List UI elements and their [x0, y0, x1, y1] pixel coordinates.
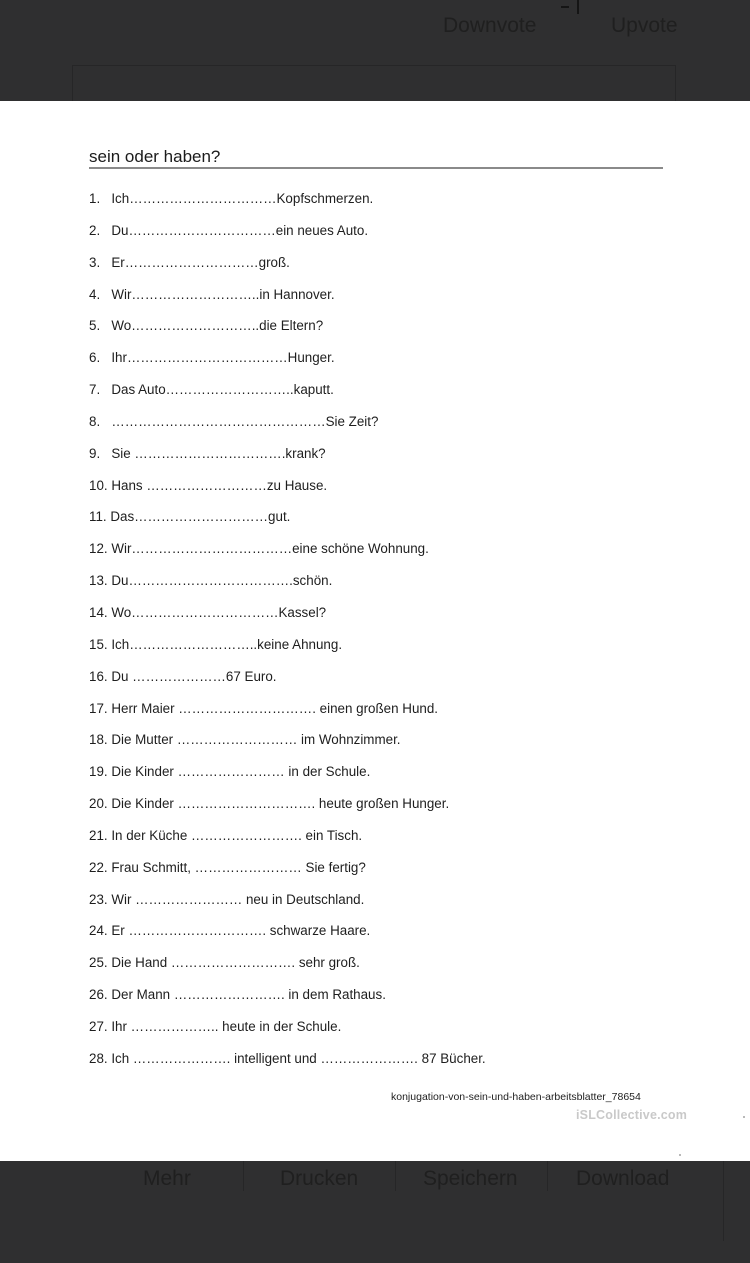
- top-dash-divider: [561, 6, 569, 8]
- exercise-item: 9. Sie …………………………….krank?: [89, 445, 326, 461]
- exercise-item: 27. Ihr ……………….. heute in der Schule.: [89, 1018, 342, 1034]
- top-bar: [0, 0, 750, 101]
- exercise-item: 23. Wir …………………… neu in Deutschland.: [89, 891, 365, 907]
- exercise-item: 20. Die Kinder …………………………. heute großen Hunger.: [89, 796, 450, 812]
- download-button[interactable]: Download: [576, 1167, 670, 1190]
- exercise-item: 16. Du …………………67 Euro.: [89, 668, 277, 684]
- toolbar-separator: [547, 1161, 548, 1191]
- exercise-item: 6. Ihr………………………………Hunger.: [89, 350, 335, 366]
- print-button[interactable]: Drucken: [280, 1167, 359, 1190]
- exercise-item: 12. Wir………………………………eine schöne Wohnung.: [89, 541, 429, 557]
- scan-speck: [679, 1154, 681, 1156]
- exercise-item: 24. Er …………………………. schwarze Haare.: [89, 923, 371, 939]
- exercise-item: 5. Wo………………………..die Eltern?: [89, 318, 324, 334]
- toolbar-separator: [395, 1161, 396, 1191]
- downvote-button[interactable]: Downvote: [443, 14, 537, 37]
- exercise-item: 26. Der Mann ……………………. in dem Rathaus.: [89, 987, 386, 1003]
- exercise-item: 22. Frau Schmitt, …………………… Sie fertig?: [89, 859, 366, 875]
- exercise-item: 8. …………………………………………Sie Zeit?: [89, 413, 379, 429]
- title-underline: [89, 167, 663, 169]
- exercise-item: 21. In der Küche ……………………. ein Tisch.: [89, 827, 363, 843]
- exercise-list: [89, 190, 486, 1082]
- scan-speck: [743, 1116, 745, 1118]
- exercise-item: 3. Er…………………………groß.: [89, 254, 290, 270]
- comment-input[interactable]: [72, 65, 676, 101]
- exercise-item: 10. Hans ………………………zu Hause.: [89, 477, 328, 493]
- exercise-item: 4. Wir………………………..in Hannover.: [89, 286, 335, 302]
- exercise-item: 11. Das…………………………gut.: [89, 509, 291, 525]
- exercise-item: 14. Wo……………………………Kassel?: [89, 604, 327, 620]
- upvote-button[interactable]: Upvote: [611, 14, 678, 37]
- vote-divider: [577, 0, 579, 14]
- toolbar-edge: [723, 1161, 724, 1241]
- exercise-item: 1. Ich……………………………Kopfschmerzen.: [89, 191, 374, 206]
- worksheet-source: konjugation-von-sein-und-haben-arbeitsblatter_78654: [391, 1091, 641, 1103]
- exercise-item: 17. Herr Maier …………………………. einen großen Hund.: [89, 700, 439, 716]
- exercise-item: 13. Du……………………………….schön.: [89, 573, 333, 589]
- exercise-item: 19. Die Kinder …………………… in der Schule.: [89, 764, 371, 780]
- save-button[interactable]: Speichern: [423, 1167, 518, 1190]
- exercise-item: 25. Die Hand ………………………. sehr groß.: [89, 955, 360, 971]
- worksheet-title: sein oder haben?: [89, 147, 221, 166]
- worksheet-image: [0, 101, 750, 1161]
- exercise-item: 28. Ich …………………. intelligent und …………………. 87 Bücher.: [89, 1050, 486, 1066]
- exercise-item: 2. Du……………………………ein neues Auto.: [89, 222, 369, 238]
- toolbar-separator: [243, 1161, 244, 1191]
- watermark: iSLCollective.com: [576, 1108, 688, 1122]
- more-button[interactable]: Mehr: [143, 1167, 191, 1190]
- bottom-toolbar: [0, 1161, 750, 1263]
- exercise-item: 18. Die Mutter ……………………… im Wohnzimmer.: [89, 732, 401, 748]
- exercise-item: 7. Das Auto………………………..kaputt.: [89, 382, 334, 398]
- exercise-item: 15. Ich………………………..keine Ahnung.: [89, 636, 343, 652]
